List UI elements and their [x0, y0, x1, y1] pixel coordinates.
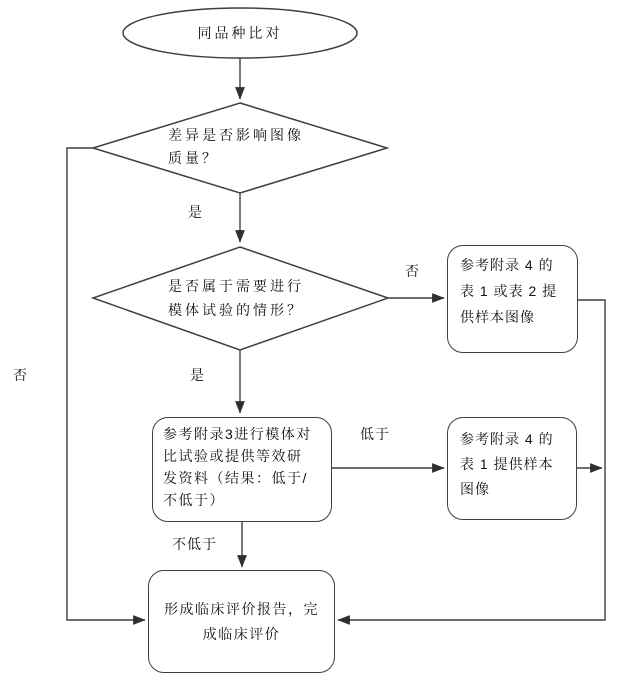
appendix3-phantom-line1: 参考附录3进行模体对 — [163, 426, 312, 442]
appendix3-phantom-line4: 不低于） — [163, 492, 225, 508]
appendix4-table1-line1: 参考附录 4 的 — [460, 431, 554, 447]
edge-label-not-lower-than: 不低于 — [172, 536, 217, 552]
appendix4-table1-line2: 表 1 提供样本 — [460, 456, 554, 472]
edge-label-yes-quality: 是 — [188, 204, 203, 220]
report-line1: 形成临床评价报告，完 — [164, 600, 319, 617]
appendix4-table1or2-line3: 供样本图像 — [460, 309, 535, 325]
decision-image-quality-line1: 差异是否影响图像 — [168, 127, 304, 143]
appendix4-table1or2-line2: 表 1 或表 2 提 — [460, 283, 558, 299]
decision-phantom-test-line2: 模体试验的情形？ — [168, 302, 304, 318]
appendix4-table1or2-line1: 参考附录 4 的 — [460, 257, 554, 273]
edge-label-no-right: 否 — [405, 263, 420, 279]
edge-label-lower-than: 低于 — [360, 426, 390, 442]
process-appendix4-table1 — [447, 417, 577, 520]
decision-image-quality-label — [168, 124, 304, 170]
decision-image-quality-line2: 质量？ — [168, 150, 219, 166]
edge-label-yes-phantom: 是 — [190, 367, 205, 383]
process-appendix3-phantom — [152, 417, 332, 522]
appendix3-phantom-line3: 发资料（结果：低于/ — [163, 470, 308, 486]
decision-phantom-test-label — [168, 274, 304, 322]
process-appendix4-table1or2 — [447, 245, 578, 353]
start-label — [123, 8, 357, 58]
edge-quality-no-left-loop — [67, 148, 145, 620]
process-report — [148, 570, 335, 673]
decision-phantom-test-line1: 是否属于需要进行 — [168, 278, 304, 294]
appendix3-phantom-line2: 比试验或提供等效研 — [163, 448, 303, 464]
report-line2: 成临床评价 — [202, 625, 281, 642]
edge-label-no-left: 否 — [13, 367, 28, 383]
start-label-text: 同品种比对 — [197, 25, 283, 41]
appendix4-table1-line3: 图像 — [460, 481, 490, 497]
